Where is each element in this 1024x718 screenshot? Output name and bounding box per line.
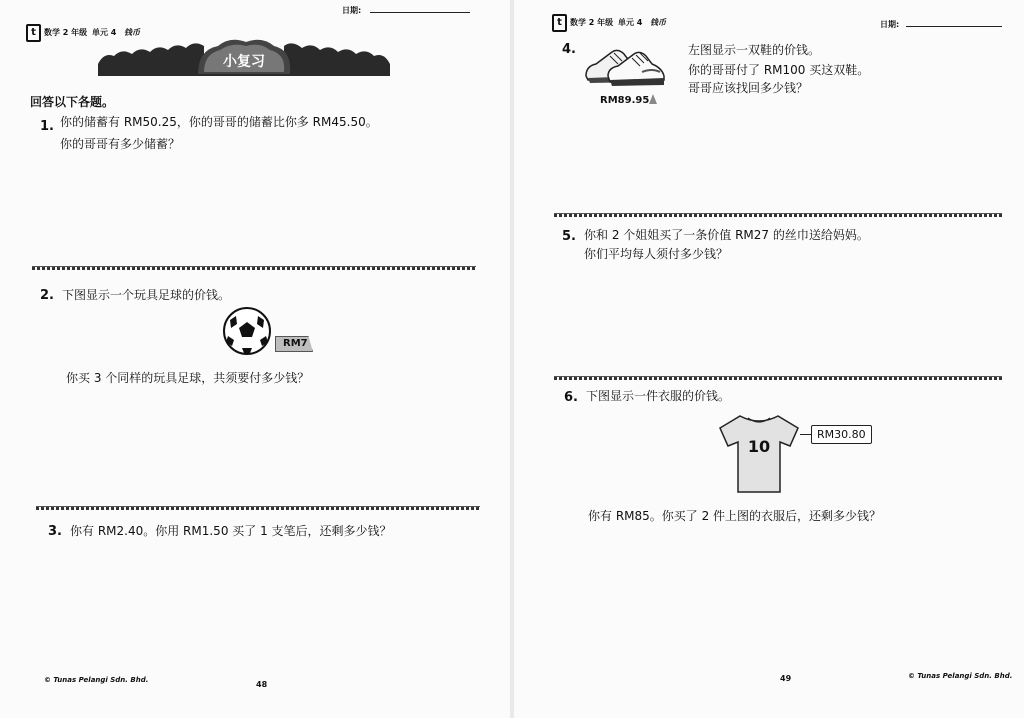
page-number: 48 bbox=[256, 680, 268, 689]
q4-line2: 你的哥哥付了 RM100 买这双鞋。 bbox=[688, 63, 870, 77]
shirt-number: 10 bbox=[747, 437, 771, 456]
q6-price: RM30.80 bbox=[811, 425, 872, 444]
q5-line2: 你们平均每人须付多少钱？ bbox=[584, 247, 729, 261]
banner-title: 小复习 bbox=[223, 54, 265, 70]
price-tag-pointer bbox=[649, 94, 657, 104]
q4-line3: 哥哥应该找回多少钱？ bbox=[688, 81, 809, 95]
q2-line2: 你买 3 个同样的玩具足球，共须要付多少钱？ bbox=[66, 371, 310, 385]
header-unit: 单元 4 bbox=[92, 28, 117, 37]
divider bbox=[36, 506, 480, 510]
header-topic: 钱币 bbox=[650, 18, 666, 27]
q2-line1: 下图显示一个玩具足球的价钱。 bbox=[62, 288, 231, 302]
review-banner bbox=[94, 34, 394, 80]
footer-copyright: © Tunas Pelangi Sdn. Bhd. bbox=[908, 672, 1013, 680]
q4-price: RM89.95 bbox=[600, 95, 650, 106]
q6-number: 6. bbox=[564, 390, 578, 405]
q2-price: RM7 bbox=[283, 338, 308, 349]
right-page bbox=[514, 0, 1024, 718]
header-subject: 数学 2 年级 bbox=[44, 28, 88, 37]
footer-copyright: © Tunas Pelangi Sdn. Bhd. bbox=[44, 676, 149, 684]
date-line bbox=[370, 12, 470, 13]
q1-number: 1. bbox=[40, 119, 54, 134]
q5-line1: 你和 2 个姐姐买了一条价值 RM27 的丝巾送给妈妈。 bbox=[584, 228, 869, 242]
q4-line1: 左图显示一双鞋的价钱。 bbox=[688, 43, 821, 57]
soccer-ball-icon bbox=[222, 306, 272, 356]
left-page bbox=[0, 0, 510, 718]
date-label: 日期: bbox=[880, 20, 900, 29]
divider bbox=[554, 213, 1002, 217]
q3-line1: 你有 RM2.40。你用 RM1.50 买了 1 支笔后，还剩多少钱？ bbox=[70, 524, 392, 538]
sneakers-icon bbox=[582, 42, 668, 88]
q6-line1: 下图显示一件衣服的价钱。 bbox=[586, 389, 731, 403]
t-shirt-icon bbox=[718, 412, 800, 496]
page-number: 49 bbox=[780, 674, 792, 683]
q5-number: 5. bbox=[562, 229, 576, 244]
header-topic: 钱币 bbox=[124, 28, 140, 37]
divider bbox=[554, 376, 1002, 380]
q6-line2: 你有 RM85。你买了 2 件上图的衣服后，还剩多少钱？ bbox=[588, 509, 882, 523]
q1-line1: 你的储蓄有 RM50.25，你的哥哥的储蓄比你多 RM45.50。 bbox=[60, 115, 378, 129]
date-line bbox=[906, 26, 1002, 27]
date-label: 日期: bbox=[342, 6, 362, 15]
q1-line2: 你的哥哥有多少储蓄？ bbox=[60, 137, 181, 151]
publisher-logo: t bbox=[552, 14, 567, 32]
header-unit: 单元 4 bbox=[618, 18, 643, 27]
divider bbox=[32, 266, 476, 270]
q2-number: 2. bbox=[40, 288, 54, 303]
publisher-logo: t bbox=[26, 24, 41, 42]
instruction: 回答以下各题。 bbox=[30, 95, 115, 109]
header-subject: 数学 2 年级 bbox=[570, 18, 614, 27]
q4-number: 4. bbox=[562, 42, 576, 57]
q3-number: 3. bbox=[48, 524, 62, 539]
